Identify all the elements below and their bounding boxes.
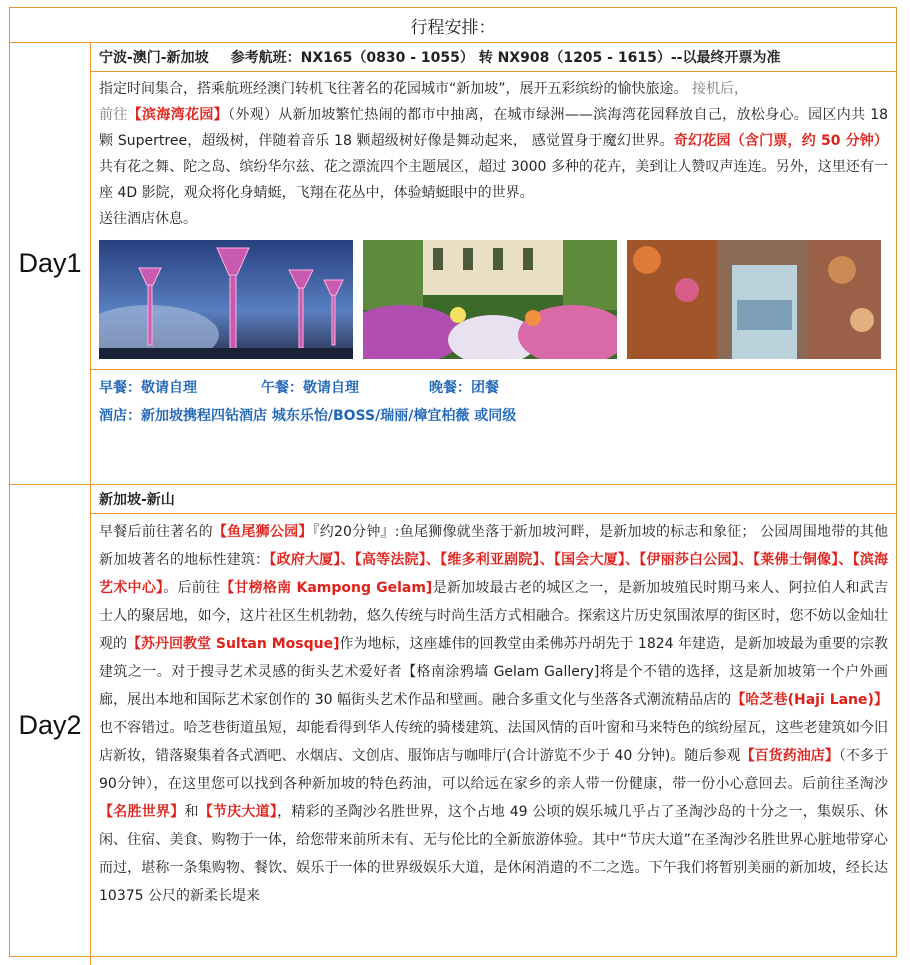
day2-route: 新加坡-新山: [91, 485, 896, 514]
day1-text-d: （外观）从新加坡繁忙热闹的都市中抽离，在城市绿洲——滨海湾花园释放自己，放松身心。园区内共 18 颗 Supertree，超级树，伴随着音乐 18 颗超级树好像是舞动起来， 感觉置身于魔幻世界。: [99, 107, 889, 149]
day2-text-1: 早餐后前往著名的: [99, 524, 213, 540]
day1-content: [91, 43, 896, 484]
day1-meals: [99, 374, 888, 402]
highlight-medicated-oil-shop: 【百货药油店】: [740, 748, 839, 764]
day2-text-8: 和: [184, 804, 199, 820]
day1-text-e: 共有花之舞、陀之岛、缤纷华尔兹、花之漂流四个主题展区，超过 3000 多种的花卉，美到让人赞叹声连连。另外，这里还有一座 4D 影院，观众将化身蜻蜓，飞翔在花丛中，体验蜻蜓眼中的世界。: [99, 159, 888, 201]
highlight-landmarks: 【政府大厦】、【高等法院】、【维多利亚剧院】、【国会大厦】、【伊丽莎白公园】、【莱佛士铜像】、【滨海艺术中心】: [99, 552, 889, 596]
breakfast: 早餐：敬请自理: [99, 380, 197, 396]
highlight-festive-walk: 【节庆大道】: [198, 804, 278, 820]
itinerary-header: 行程安排：: [10, 8, 896, 43]
day1-route: [91, 43, 896, 72]
highlight-haji-lane: 【哈芝巷(Haji Lane)】: [731, 692, 889, 708]
flower-garden-photo: [363, 240, 617, 359]
day1-label: Day1: [10, 43, 91, 484]
highlight-resorts-world: 【名胜世界】: [99, 804, 185, 820]
highlight-kampong-gelam: 【甘榜格南 Kampong Gelam]: [220, 580, 433, 596]
day2-content: [91, 485, 896, 965]
day2-row: [10, 485, 896, 965]
4d-cinema-photo: [627, 240, 881, 359]
dinner: 晚餐：团餐: [429, 380, 499, 396]
day1-paragraph: [99, 76, 888, 206]
highlight-flower-dome: 奇幻花园（含门票，约 50 分钟）: [673, 133, 888, 149]
day1-row: [10, 43, 896, 485]
day1-meals-hotel: [91, 369, 896, 434]
highlight-sultan-mosque: 【苏丹回教堂 Sultan Mosque]: [127, 636, 340, 652]
highlight-merlion-park: 【鱼尾狮公园】: [212, 524, 313, 540]
day1-hotel: 酒店：新加坡携程四钻酒店 城东乐怡/BOSS/瑞丽/樟宜柏薇 或同级: [99, 408, 517, 424]
day1-text-a: 指定时间集合，搭乘航班经澳门转机飞往著名的花园城市“新加坡”，展开五彩缤纷的愉快旅途。: [99, 81, 688, 97]
day2-text-3: 。后前往: [163, 580, 221, 596]
day2-description: [91, 514, 896, 910]
day2-text-9: ，精彩的圣陶沙名胜世界，这个占地 49 公顷的娱乐城几乎占了圣淘沙岛的十分之一，集娱乐、休闲、住宿、美食、购物于一体，给您带来前所未有、无与伦比的全新旅游体验。其中“节庆大道”在圣淘沙名胜世界心脏地带穿心而过，堪称一条集购物、餐饮、娱乐于一体的世界级娱乐大道，是休闲消遣的不二之选。下午我们将暂别美丽的新加坡，经长达 10375 公尺的新柔长堤来: [99, 804, 889, 904]
day1-photos: [91, 232, 896, 369]
day1-hotel-transfer: 送往酒店休息。: [99, 211, 197, 227]
lunch: 午餐：敬请自理: [261, 380, 359, 396]
day2-text-2: 『约20分钟』:鱼尾狮像就坐落于新加坡河畔，是新加坡的标志和象征； 公园周围地带的其他新加坡著名的地标性建筑：: [99, 524, 889, 568]
day1-text-c: 前往: [99, 107, 128, 123]
day2-text-7: （不多于 90分钟），在这里您可以找到各种新加坡的特色药油，可以给远在家乡的亲人带一份健康，带一份小心意回去。后前往圣淘沙: [99, 748, 889, 792]
highlight-gardens: 【滨海湾花园】: [127, 107, 228, 123]
day2-paragraph: [99, 518, 888, 910]
day2-text-4: 是新加坡最古老的城区之一，是新加坡殖民时期马来人、阿拉伯人和武吉士人的聚居地，如今，这片社区生机勃勃，悠久传统与时尚生活方式相融合。探索这片历史氛围浓厚的街区时，您不妨以金灿壮观的: [99, 580, 889, 652]
day1-flight: 参考航班：NX165（0830 - 1055） 转 NX908（1205 - 1615）--以最终开票为准: [230, 50, 781, 66]
day1-description: [91, 72, 896, 232]
day1-route-name: 宁波-澳门-新加坡: [99, 50, 209, 66]
itinerary-table: [9, 7, 897, 957]
day1-text-b: 接机后，: [691, 81, 748, 97]
day2-label: Day2: [10, 485, 91, 965]
day2-text-5: 作为地标，这座雄伟的回教堂由柔佛苏丹胡先于 1824 年建造，是新加坡最为重要的宗教建筑之一。对于搜寻艺术灵感的街头艺术爱好者【格南涂鸦墙 Gelam Gallery]将是个不错的选择，这是新加坡第一个户外画廊，展出本地和国际艺术家创作的 30 幅街头艺术作品和壁画。融合多重文化与坐落各式潮流精品店的: [99, 636, 888, 708]
supertree-photo: [99, 240, 353, 359]
day2-text-6: 也不容错过。哈芝巷街道虽短，却能看得到华人传统的骑楼建筑、法国风情的百叶窗和马来特色的缤纷屋瓦，这些老建筑如今旧店新妆，错落聚集着各式酒吧、水烟店、文创店、服饰店与咖啡厅(合计游览不少于 40 分钟)。随后参观: [99, 720, 888, 764]
